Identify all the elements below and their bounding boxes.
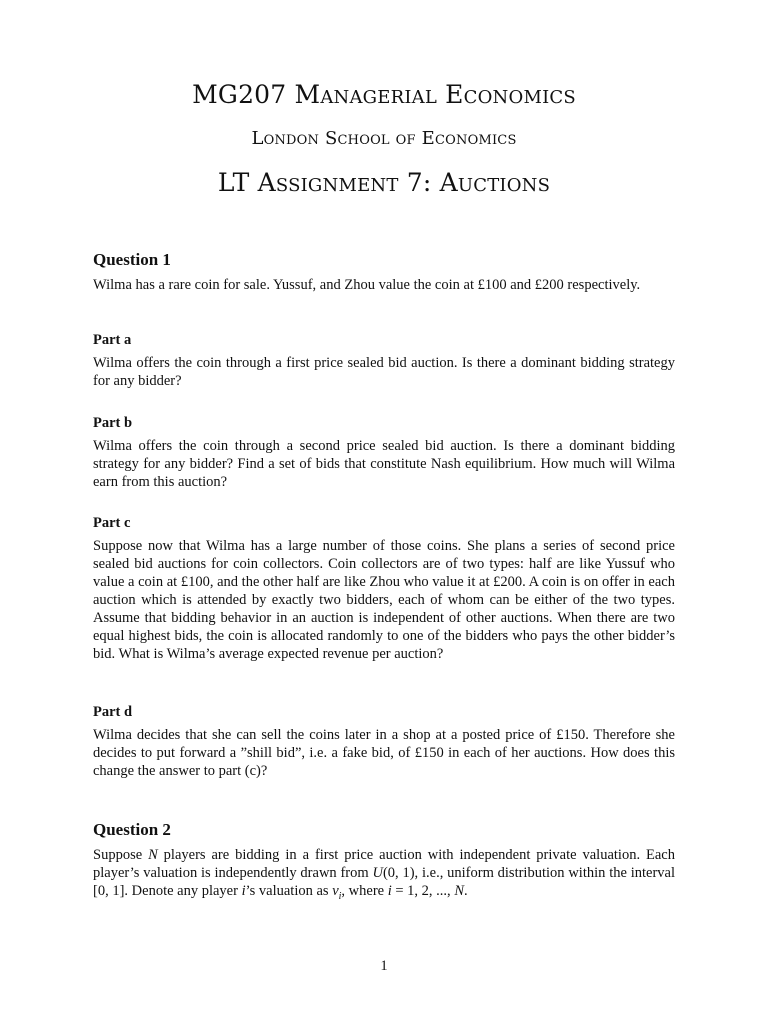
part-d xyxy=(93,704,675,780)
q2-math-n-2: N xyxy=(454,883,464,899)
question-1-intro: Wilma has a rare coin for sale. Yussuf, and Zhou value the coin at £100 and £200 respectively. xyxy=(93,277,641,293)
q2-text-1: Suppose xyxy=(93,847,149,863)
question-1-heading: Question 1 xyxy=(93,250,171,269)
q2-text-4: ’s valuation as xyxy=(245,883,333,899)
part-a-text: Wilma offers the coin through a first price sealed bid auction. Is there a dominant bidding strategy for any bidder? xyxy=(93,355,675,389)
part-c-heading: Part c xyxy=(93,515,131,531)
part-b-text: Wilma offers the coin through a second price sealed bid auction. Is there a dominant bidding strategy for any bidder? Find a set of bids that constitute Nash equilibrium. How much will Wilma earn from this auction? xyxy=(93,438,675,490)
q2-math-i-2: i xyxy=(387,883,392,899)
part-d-heading: Part d xyxy=(93,704,133,720)
q2-math-v-subscript: i xyxy=(338,890,342,902)
question-2-text xyxy=(93,846,675,906)
q2-math-n: N xyxy=(148,847,158,863)
part-c xyxy=(93,515,675,663)
assignment-title: LT Assignment 7: Auctions xyxy=(217,168,551,197)
q2-text-6: = 1, 2, ..., xyxy=(391,883,455,899)
course-title: MG207 Managerial Economics xyxy=(192,80,576,109)
question-2 xyxy=(93,820,675,906)
q2-text-2: players are bidding in a first price auction with independent private valuation. Each player’s valuation is independently drawn from xyxy=(93,847,675,881)
part-b xyxy=(93,415,675,491)
school-name: London School of Economics xyxy=(251,128,517,149)
question-2-heading: Question 2 xyxy=(93,820,171,839)
part-c-text: Suppose now that Wilma has a large number of those coins. She plans a series of second price sealed bid auctions for coin collectors. Coin collectors are of two types: half are like Yussuf who value a coin at £100, and the other half are like Zhou who value it at £200. A coin is on offer in each auction which is attended by exactly two bidders, each of whom can be either of the two types. Assume that bidding behavior in an auction is independent of other auctions. When there are two equal highest bids, the coin is allocated randomly to one of the bidders who pays the other bidder’s bid. What is Wilma’s average expected revenue per auction? xyxy=(93,538,675,662)
q2-math-i: i xyxy=(241,883,246,899)
q2-math-u: U xyxy=(372,865,383,881)
q2-text-5: , where xyxy=(341,883,388,899)
part-b-heading: Part b xyxy=(93,415,133,431)
page-number: 1 xyxy=(380,958,388,974)
q2-text-3: (0, 1), i.e., uniform distribution within the interval [0, 1]. Denote any player xyxy=(93,865,675,899)
part-a-heading: Part a xyxy=(93,332,132,348)
q2-math-v: v xyxy=(332,883,339,899)
question-1 xyxy=(93,250,675,294)
part-a xyxy=(93,332,675,390)
q2-text-7: . xyxy=(463,883,468,899)
part-d-text: Wilma decides that she can sell the coins later in a shop at a posted price of £150. Therefore she decides to put forward a ”shill bid”, i.e. a fake bid, of £150 in each of her auctions. How does this change the answer to part (c)? xyxy=(93,727,675,779)
